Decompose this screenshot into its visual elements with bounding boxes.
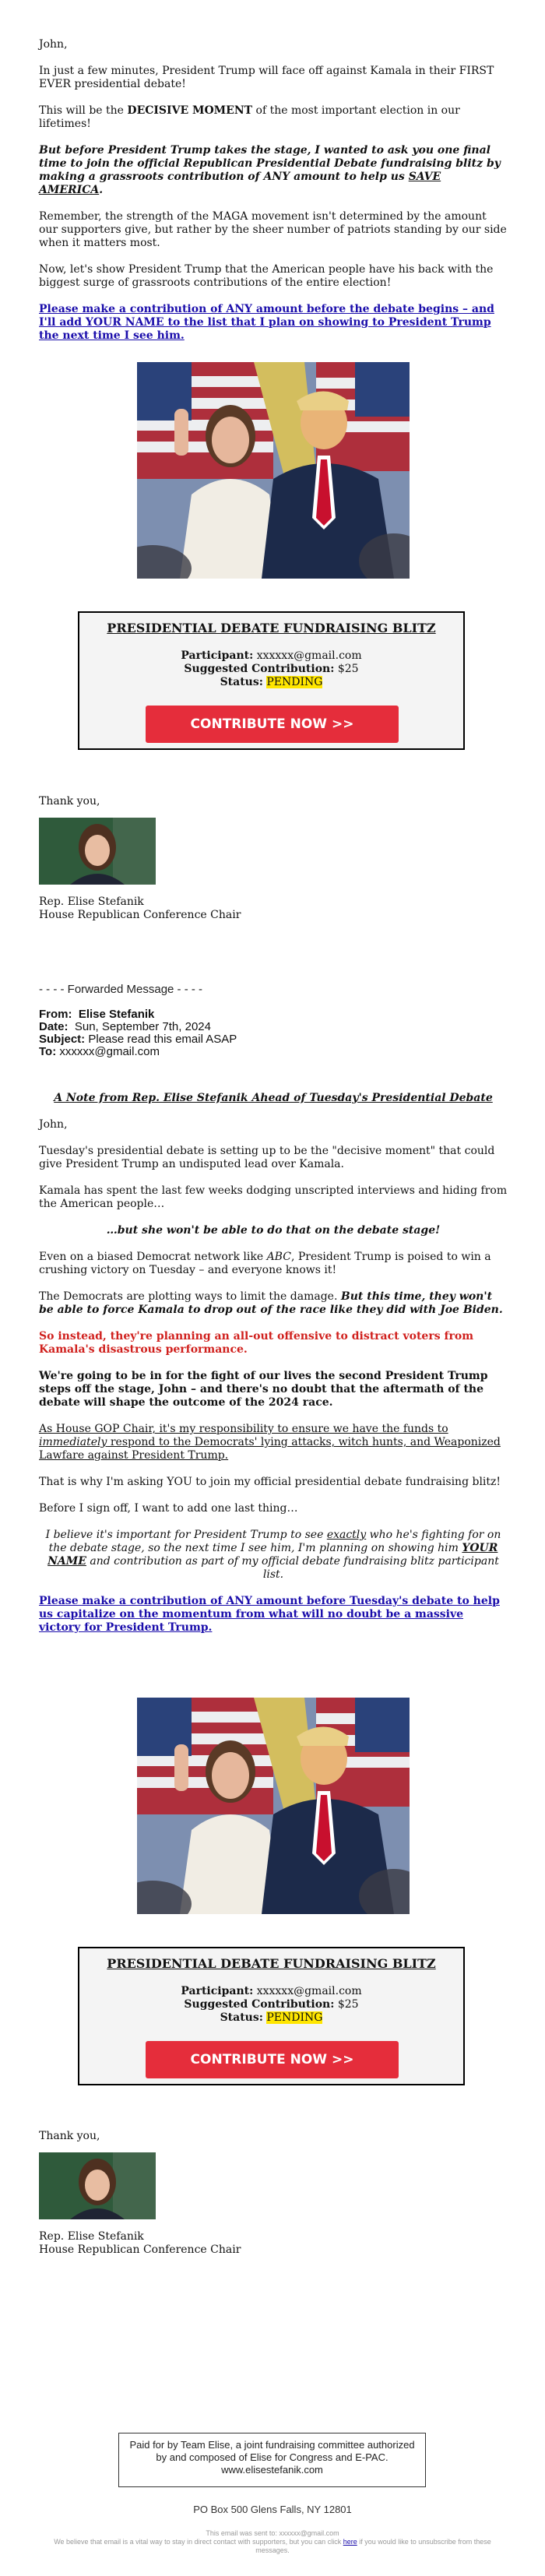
fundraising-blitz-box-2	[78, 1947, 465, 2085]
paragraph-intro: In just a few minutes, President Trump will face off against Kamala in their FIRST EVER presidential debate!	[39, 65, 494, 90]
paragraph-decisive: This will be the DECISIVE MOMENT of the most important election in our lifetimes!	[39, 104, 460, 130]
forward-greeting: John,	[39, 1118, 68, 1131]
status-badge: PENDING	[266, 2011, 323, 2024]
forwarded-message-header: - - - - Forwarded Message - - - -	[39, 983, 203, 996]
signoff	[39, 795, 508, 808]
avatar-2	[39, 2152, 156, 2219]
to-line: To: xxxxxx@gmail.com	[39, 1045, 160, 1058]
signature-name: Rep. Elise Stefanik	[39, 896, 144, 908]
unsubscribe-link[interactable]: here	[343, 2538, 357, 2546]
signoff-2	[39, 2130, 508, 2143]
contribute-now-button-2[interactable]: CONTRIBUTE NOW >>	[146, 2041, 399, 2078]
paragraph-plotting: The Democrats are plotting ways to limit the damage. But this time, they won't be able to force Kamala to drop out of the race like they did with Joe Biden.	[39, 1290, 503, 1316]
signature-title: House Republican Conference Chair	[39, 909, 241, 921]
status-row: Status: PENDING	[220, 676, 323, 688]
sent-to: This email was sent to: xxxxxx@gmail.com	[206, 2529, 339, 2537]
forwarded-body	[39, 1092, 508, 1635]
signature-name: Rep. Elise Stefanik	[39, 2230, 144, 2243]
forwarded-meta	[39, 1008, 506, 1058]
footer-fineprint	[47, 2529, 498, 2555]
from-line: From: Elise Stefanik	[39, 1008, 155, 1021]
signature-block	[39, 896, 508, 922]
paragraph-fight: We're going to be in for the fight of our lives the second President Trump steps off the stage, John – and there's no doubt that the aftermath of the debate will shape the outcome of the 2024 race.	[39, 1370, 488, 1409]
thanks: Thank you,	[39, 2130, 100, 2142]
photo-image	[137, 362, 410, 579]
blitz-title: PRESIDENTIAL DEBATE FUNDRAISING BLITZ	[107, 1956, 436, 1971]
participant-row: Participant: xxxxxx@gmail.com	[181, 649, 362, 662]
signature-title: House Republican Conference Chair	[39, 2243, 241, 2256]
paragraph-ask: But before President Trump takes the stage, I wanted to ask you one final time to join the official Republican Presidential Debate fundraising blitz by making a grassroots contribution of ANY amount to help us SAVE AMERICA.	[39, 144, 501, 196]
paragraph-one-last-thing: Before I sign off, I want to add one last thing…	[39, 1502, 298, 1515]
blitz-title: PRESIDENTIAL DEBATE FUNDRAISING BLITZ	[107, 621, 436, 635]
paragraph-abc: Even on a biased Democrat network like ABC, President Trump is poised to win a crushing victory on Tuesday – and everyone knows it!	[39, 1251, 491, 1276]
status-row: Status: PENDING	[220, 2011, 323, 2024]
paragraph-your-name: I believe it's important for President Trump to see exactly who he's fighting for on the debate stage, so the next time I see him, I'm planning on showing him YOUR NAME and contribution as part of my official debate fundraising blitz participant list.	[45, 1529, 501, 1581]
greeting: John,	[39, 38, 68, 51]
date-line: Date: Sun, September 7th, 2024	[39, 1020, 211, 1033]
photo-stefanik-trump[interactable]	[137, 362, 410, 579]
status-badge: PENDING	[266, 676, 323, 688]
paragraph-debate-stage: …but she won't be able to do that on the debate stage!	[106, 1224, 441, 1237]
contribute-now-button[interactable]: CONTRIBUTE NOW >>	[146, 706, 399, 743]
paragraph-decisive-moment: Tuesday's presidential debate is setting up to be the "decisive moment" that could give President Trump an undisputed lead over Kamala.	[39, 1145, 495, 1170]
paragraph-remember: Remember, the strength of the MAGA movement isn't determined by the amount our supporters give, but rather by the sheer number of patriots standing by our side when it matters most.	[39, 210, 507, 249]
paragraph-responsibility: As House GOP Chair, it's my responsibility to ensure we have the funds to immediately respond to the Democrats' lying attacks, witch hunts, and Weaponized Lawfare against President Trump.	[39, 1423, 501, 1462]
email-body-top	[39, 38, 508, 343]
paragraph-join-blitz: That is why I'm asking YOU to join my official presidential debate fundraising blitz!	[39, 1476, 501, 1488]
mailing-address: PO Box 500 Glens Falls, NY 12801	[193, 2504, 352, 2515]
paid-for-disclaimer: Paid for by Team Elise, a joint fundraising committee authorized by and composed of Elise for Congress and E-PAC. www.elisestefanik.com	[118, 2433, 426, 2487]
avatar	[39, 818, 156, 885]
paragraph-show-trump: Now, let's show President Trump that the American people have his back with the biggest surge of grassroots contributions of the entire election!	[39, 263, 494, 289]
photo-stefanik-trump-2[interactable]	[137, 1698, 410, 1914]
contribute-link-bottom[interactable]: Please make a contribution of ANY amount before Tuesday's debate to help us capitalize on the momentum from what will no doubt be a massive victory for President Trump.	[39, 1595, 500, 1634]
subject-line: Subject: Please read this email ASAP	[39, 1033, 237, 1046]
unsubscribe-text: We believe that email is a vital way to stay in direct contact with supporters, but you can click here if you would like to unsubscribe from these messages.	[54, 2538, 491, 2554]
photo-image-2	[137, 1698, 410, 1914]
thanks: Thank you,	[39, 795, 100, 808]
fundraising-blitz-box	[78, 611, 465, 750]
contribute-link-top[interactable]: Please make a contribution of ANY amount before the debate begins – and I'll add YOUR NAME to the list that I plan on showing to President Trump the next time I see him.	[39, 303, 494, 342]
paragraph-offensive: So instead, they're planning an all-out offensive to distract voters from Kamala's disastrous performance.	[39, 1330, 474, 1356]
participant-row: Participant: xxxxxx@gmail.com	[181, 1985, 362, 1997]
paragraph-dodging: Kamala has spent the last few weeks dodging unscripted interviews and hiding from the American people…	[39, 1184, 508, 1210]
suggested-row: Suggested Contribution: $25	[184, 663, 359, 675]
signature-block-2	[39, 2230, 508, 2257]
note-title: A Note from Rep. Elise Stefanik Ahead of Tuesday's Presidential Debate	[54, 1092, 493, 1104]
suggested-row: Suggested Contribution: $25	[184, 1998, 359, 2011]
